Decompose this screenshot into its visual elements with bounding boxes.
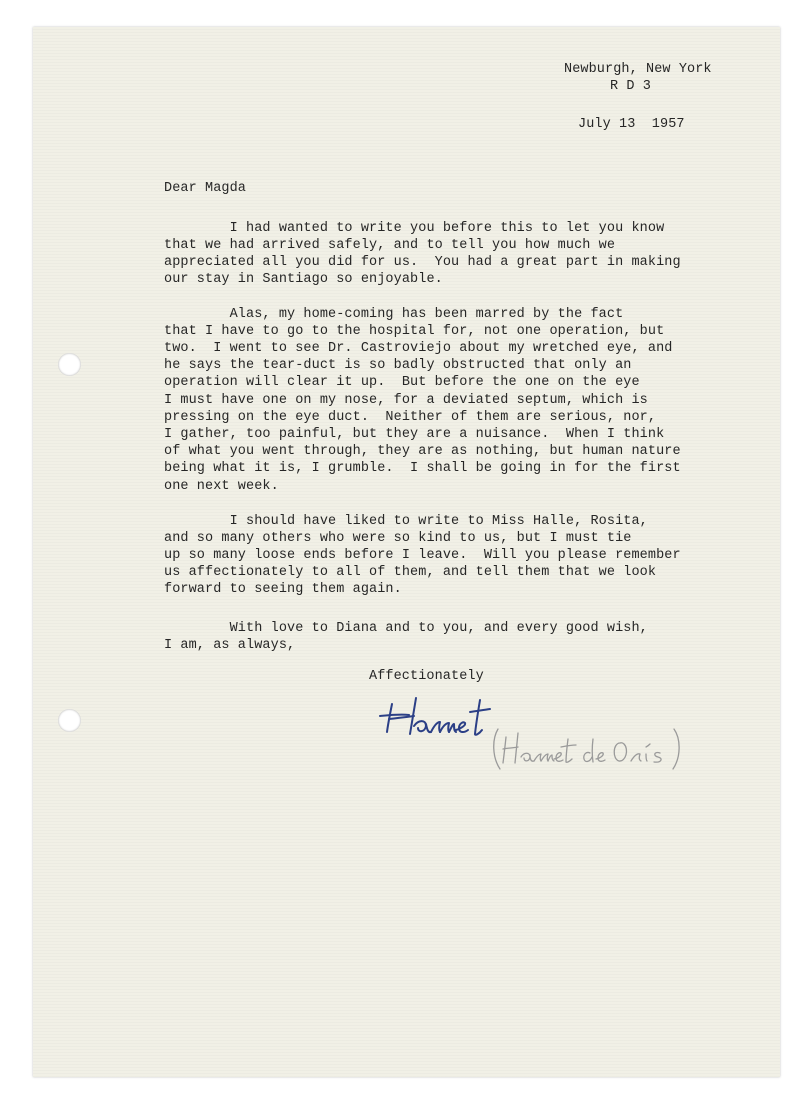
salutation: Dear Magda [164,181,247,196]
body-line: I should have liked to write to Miss Halle, Rosita, [164,514,648,529]
body-line: Alas, my home-coming has been marred by the fact [164,307,624,322]
body-line: forward to seeing them again. [164,582,402,597]
body-line: that we had arrived safely, and to tell you how much we [164,238,616,253]
punch-hole-top [58,353,81,376]
body-line: our stay in Santiago so enjoyable. [164,272,443,287]
handwritten-name-note [488,725,708,775]
body-line: appreciated all you did for us. You had a great part in making [164,255,681,270]
letter-date: July 13 1957 [578,117,685,132]
body-line: being what it is, I grumble. I shall be going in for the first [164,461,681,476]
body-line: With love to Diana and to you, and every good wish, [164,621,648,636]
body-line: that I have to go to the hospital for, not one operation, but [164,324,665,339]
body-line: of what you went through, they are as nothing, but human nature [164,444,681,459]
body-line: I had wanted to write you before this to let you know [164,221,665,236]
body-line: one next week. [164,479,279,494]
body-line: he says the tear-duct is so badly obstructed that only an [164,358,632,373]
body-line: two. I went to see Dr. Castroviejo about my wretched eye, and [164,341,673,356]
body-line: I gather, too painful, but they are a nuisance. When I think [164,427,665,442]
closing: Affectionately [369,669,484,684]
body-line: pressing on the eye duct. Neither of them are serious, nor, [164,410,657,425]
body-line: I must have one on my nose, for a deviated septum, which is [164,393,648,408]
punch-hole-bottom [58,709,81,732]
body-line: operation will clear it up. But before the one on the eye [164,375,640,390]
body-line: us affectionately to all of them, and tell them that we look [164,565,657,580]
body-line: and so many others who were so kind to us, but I must tie [164,531,632,546]
sender-address-line-2: R D 3 [610,79,652,94]
body-line: I am, as always, [164,638,296,653]
sender-address-line-1: Newburgh, New York [564,62,712,77]
body-line: up so many loose ends before I leave. Will you please remember [164,548,681,563]
